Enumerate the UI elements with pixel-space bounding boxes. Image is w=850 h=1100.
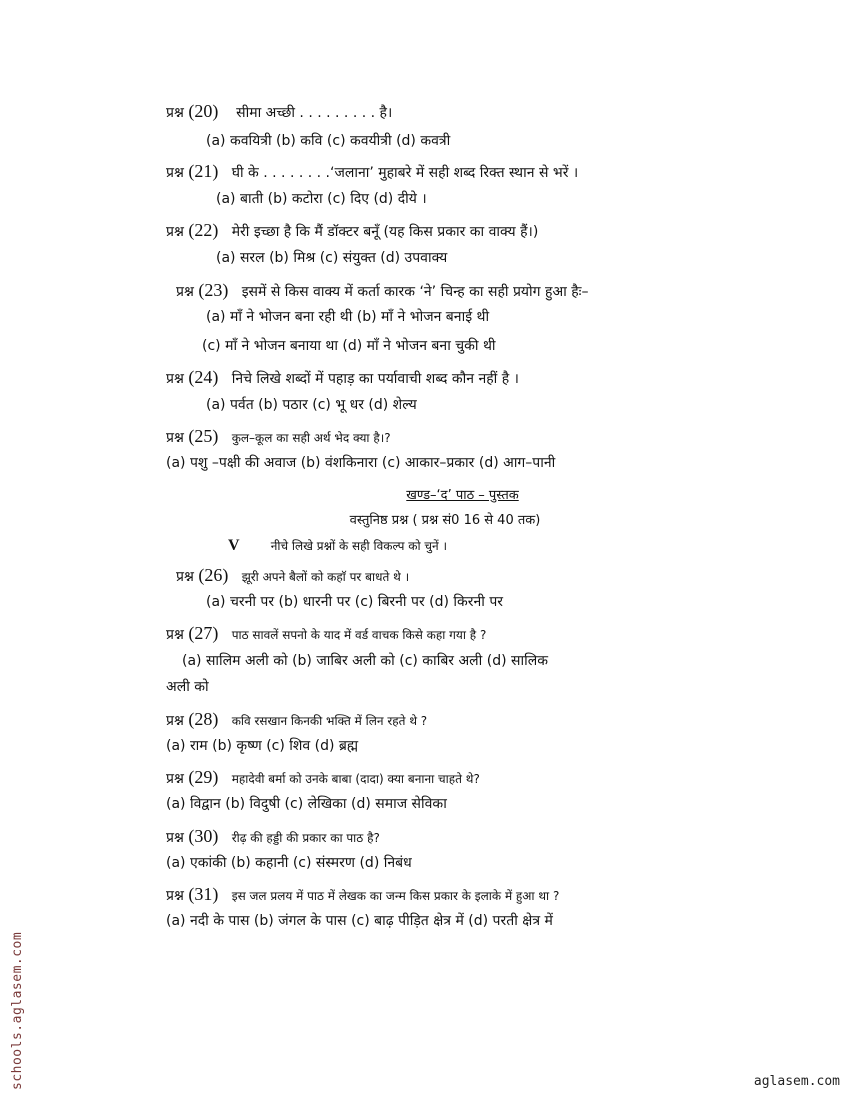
question-30-options: (a) एकांकी (b) कहानी (c) संस्मरण (d) निबंध bbox=[166, 855, 412, 871]
question-31-options: (a) नदी के पास (b) जंगल के पास (c) बाढ़ पीड़ित क्षेत्र में (d) परती क्षेत्र में bbox=[166, 913, 553, 929]
question-28-options: (a) राम (b) कृष्ण (c) शिव (d) ब्रह्म bbox=[166, 738, 359, 754]
section-heading-text: खण्ड–‘द’ पाठ – पुस्तक bbox=[406, 488, 519, 503]
question-23-options-2: (c) माँ ने भोजन बनाया था (d) माँ ने भोजन बना चुकी थी bbox=[202, 338, 496, 354]
question-23 bbox=[176, 281, 588, 299]
question-27-options-1: (a) सालिम अली को (b) जाबिर अली को (c) काबिर अली (d) सालिक bbox=[182, 653, 548, 669]
side-watermark: schools.aglasem.com bbox=[10, 931, 25, 1090]
section-instruction bbox=[228, 538, 447, 554]
question-29 bbox=[166, 768, 480, 786]
question-number: (26) bbox=[198, 565, 229, 585]
question-number: (27) bbox=[188, 623, 219, 643]
question-25-options: (a) पशु –पक्षी की अवाज (b) वंशकिनारा (c) आकार–प्रकार (d) आग–पानी bbox=[166, 455, 556, 471]
question-27-options-2: अली को bbox=[166, 679, 209, 695]
question-22-options: (a) सरल (b) मिश्र (c) संयुक्त (d) उपवाक्य bbox=[216, 250, 448, 266]
question-22 bbox=[166, 221, 538, 239]
question-27 bbox=[166, 624, 486, 642]
question-label: प्रश्न bbox=[176, 569, 194, 585]
question-number: (24) bbox=[188, 367, 219, 387]
section-heading bbox=[0, 485, 850, 503]
question-text: पाठ सावलें सपनो के याद में वर्ड वाचक किसे कहा गया है ? bbox=[231, 628, 487, 642]
question-number: (23) bbox=[198, 280, 229, 300]
question-21-options: (a) बाती (b) कटोरा (c) दिए (d) दीये । bbox=[216, 191, 427, 207]
question-28 bbox=[166, 710, 427, 728]
question-text: महादेवी बर्मा को उनके बाबा (दादा) क्या बनाना चाहते थे? bbox=[231, 772, 480, 786]
question-text: इसमें से किस वाक्य में कर्ता कारक ‘ने’ चिन्ह का सही प्रयोग हुआ हैः– bbox=[241, 284, 589, 300]
question-number: (21) bbox=[188, 161, 219, 181]
question-number: (29) bbox=[188, 767, 219, 787]
question-21 bbox=[166, 162, 578, 180]
question-text: इस जल प्रलय में पाठ में लेखक का जन्म किस प्रकार के इलाके में हुआ था ? bbox=[231, 889, 560, 903]
question-number: (25) bbox=[188, 426, 219, 446]
question-text: रीढ़ की हड्डी की प्रकार का पाठ है? bbox=[231, 831, 380, 845]
question-number: (20) bbox=[188, 101, 219, 121]
question-20-options: (a) कवयित्री (b) कवि (c) कवयीत्री (d) कवत्री bbox=[206, 133, 451, 149]
question-text: मेरी इच्छा है कि मैं डॉक्टर बनूँ (यह किस प्रकार का वाक्य हैं।) bbox=[231, 224, 539, 240]
question-text: झूरी अपने बैलों को कहाॅ पर बाधते थे । bbox=[241, 570, 410, 584]
question-24-options: (a) पर्वत (b) पठार (c) भू धर (d) शेल्य bbox=[206, 397, 417, 413]
question-label: प्रश्न bbox=[166, 105, 184, 121]
question-label: प्रश्न bbox=[166, 830, 184, 846]
question-26-options: (a) चरनी पर (b) धारनी पर (c) बिरनी पर (d) किरनी पर bbox=[206, 594, 504, 610]
question-number: (22) bbox=[188, 220, 219, 240]
question-number: (28) bbox=[188, 709, 219, 729]
footer-watermark: aglasem.com bbox=[753, 1074, 840, 1089]
question-30 bbox=[166, 827, 380, 845]
question-label: प्रश्न bbox=[166, 371, 184, 387]
question-31 bbox=[166, 885, 559, 903]
question-26 bbox=[176, 566, 409, 584]
question-number: (31) bbox=[188, 884, 219, 904]
question-text: कवि रसखान किनकी भक्ति में लिन रहते थे ? bbox=[231, 714, 428, 728]
instruction-text: नीचे लिखे प्रश्नों के सही विकल्प को चुनें । bbox=[270, 539, 448, 553]
question-25 bbox=[166, 427, 391, 445]
question-text: घी के . . . . . . . .‘जलाना’ मुहाबरे में सही शब्द रिक्त स्थान से भरें । bbox=[231, 165, 579, 181]
question-label: प्रश्न bbox=[166, 888, 184, 904]
question-label: प्रश्न bbox=[166, 771, 184, 787]
question-24 bbox=[166, 368, 519, 386]
question-label: प्रश्न bbox=[166, 224, 184, 240]
section-subheading bbox=[0, 510, 850, 528]
question-text: निचे लिखे शब्दों में पहाड़ का पर्यावाची शब्द कौन नहीं है । bbox=[231, 371, 519, 387]
question-23-options-1: (a) माँ ने भोजन बना रही थी (b) माँ ने भोजन बनाई थी bbox=[206, 309, 490, 325]
question-label: प्रश्न bbox=[166, 627, 184, 643]
question-text: सीमा अच्छी . . . . . . . . . है। bbox=[236, 105, 393, 121]
question-number: (30) bbox=[188, 826, 219, 846]
question-label: प्रश्न bbox=[166, 165, 184, 181]
question-label: प्रश्न bbox=[176, 284, 194, 300]
question-text: कुल–कूल का सही अर्थ भेद क्या है।? bbox=[231, 431, 391, 445]
question-20 bbox=[166, 102, 392, 120]
question-label: प्रश्न bbox=[166, 430, 184, 446]
question-label: प्रश्न bbox=[166, 713, 184, 729]
bullet-marker: V bbox=[228, 537, 240, 554]
section-subheading-text: वस्तुनिष्ठ प्रश्न ( प्रश्न सं0 16 से 40 तक) bbox=[349, 513, 541, 528]
question-29-options: (a) विद्वान (b) विदुषी (c) लेखिका (d) समाज सेविका bbox=[166, 796, 447, 812]
